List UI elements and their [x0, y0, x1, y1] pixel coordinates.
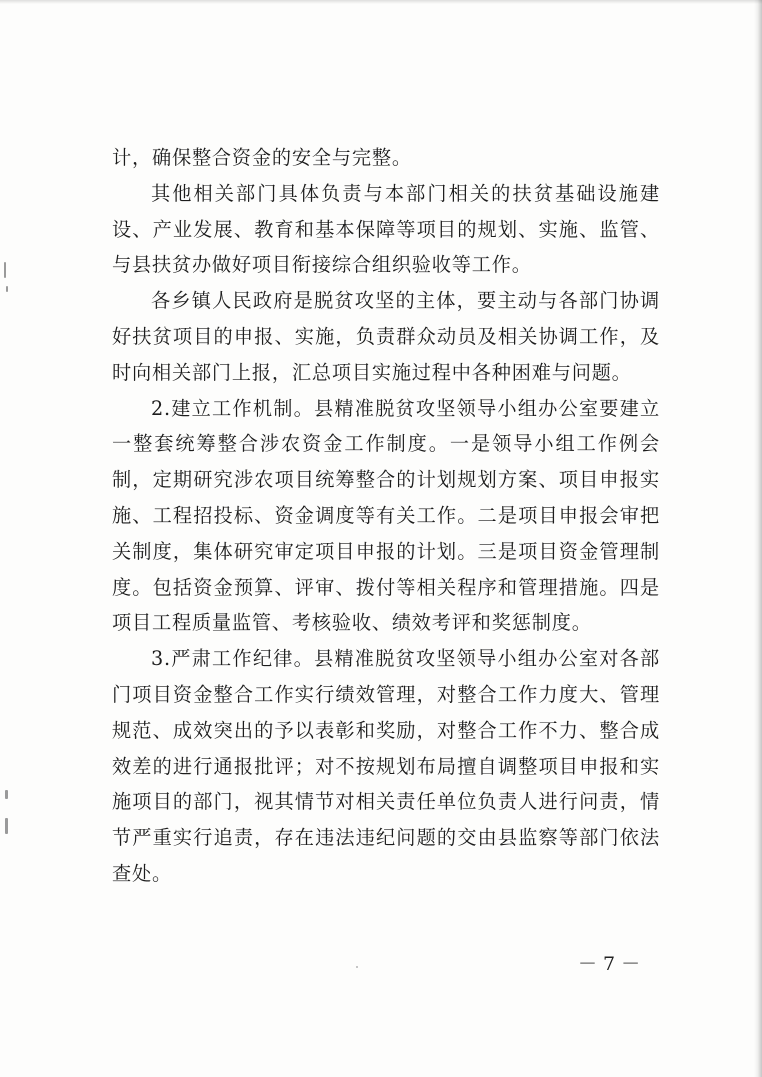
- scan-right-edge-shadow: [754, 0, 762, 1077]
- paragraph-other-departments: 其他相关部门具体负责与本部门相关的扶贫基础设施建设、产业发展、教育和基本保障等项目的规划、实施、监管、与县扶贫办做好项目衔接综合组织验收等工作。: [112, 181, 660, 277]
- binding-hole-mark: [4, 262, 6, 278]
- paragraph-township-governments: 各乡镇人民政府是脱贫攻坚的主体，要主动与各部门协调好扶贫项目的申报、实施，负责群众动员及相关协调工作，及时向相关部门上报，汇总项目实施过程中各种困难与问题。: [112, 289, 660, 384]
- paragraph-continuation: 计，确保整合资金的安全与完整。: [112, 146, 412, 169]
- paragraph-work-mechanism: 2.建立工作机制。县精准脱贫攻坚领导小组办公室要建立一整套统筹整合涉农资金工作制度。一是领导小组工作例会制，定期研究涉农项目统筹整合的计划规划方案、项目申报实施、工程招投标、资金调度等有关工作。二是项目申报会审把关制度，集体研究审定项目申报的计划。三是项目资金管理制度。包括资金预算、评审、拨付等相关程序和管理措施。四是项目工程质量监管、考核验收、绩效考评和奖惩制度。: [112, 396, 660, 635]
- scan-speck: [356, 966, 358, 968]
- binding-hole-mark: [5, 818, 8, 834]
- binding-hole-mark: [6, 286, 8, 292]
- page-number: － 7 －: [578, 953, 641, 975]
- scan-top-edge: [0, 0, 762, 4]
- paragraph-work-discipline: 3.严肃工作纪律。县精准脱贫攻坚领导小组办公室对各部门项目资金整合工作实行绩效管理，对整合工作力度大、管理规范、成效突出的予以表彰和奖励，对整合工作不力、整合成效差的进行通报批评；对不按规划布局擅自调整项目申报和实施项目的部门，视其情节对相关责任单位负责人进行问责，情节严重实行追责，存在违法违纪问题的交由县监察等部门依法查处。: [112, 647, 660, 885]
- binding-hole-mark: [5, 790, 8, 799]
- document-body: [112, 140, 660, 892]
